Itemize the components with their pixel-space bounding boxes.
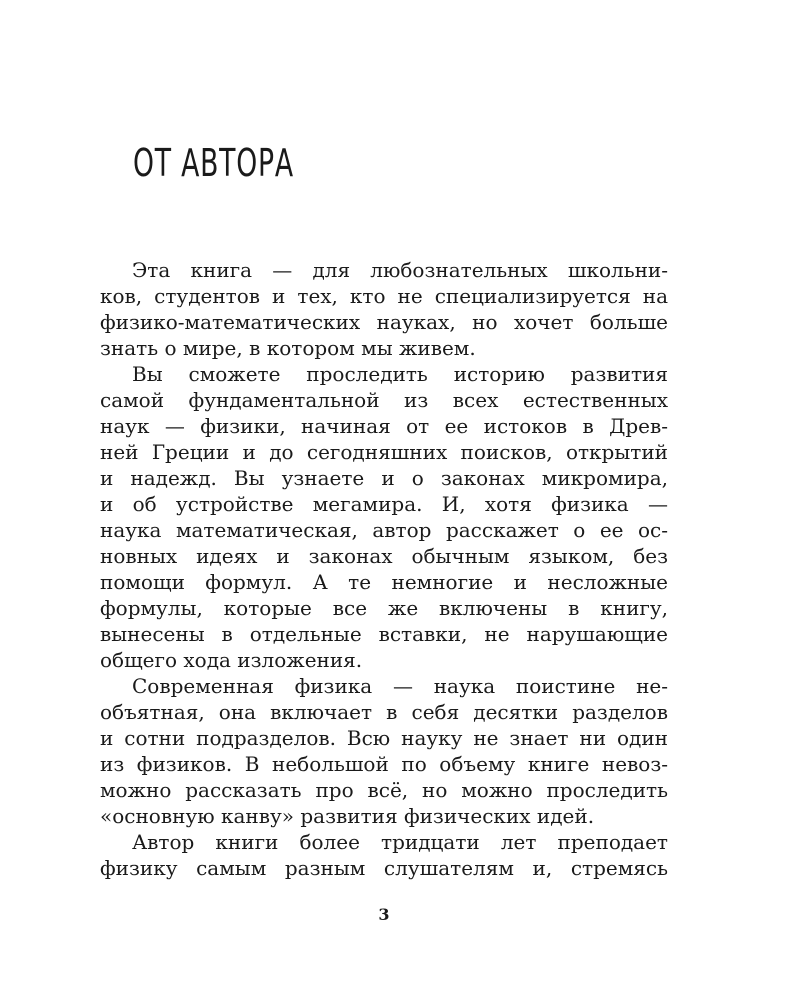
paragraph bbox=[100, 673, 668, 829]
text-line: Автор книги более тридцати лет преподает bbox=[132, 830, 668, 854]
text-line: наук — физики, начиная от ее истоков в Древ- bbox=[100, 414, 668, 438]
paragraph bbox=[100, 361, 668, 673]
text-line: из физиков. В небольшой по объему книге невоз- bbox=[100, 752, 668, 776]
text-line: новных идеях и законах обычным языком, без bbox=[100, 544, 668, 568]
text-line: знать о мире, в котором мы живем. bbox=[100, 336, 476, 360]
text-line: и об устройстве мегамира. И, хотя физика — bbox=[100, 492, 668, 516]
page-number: 3 bbox=[378, 905, 390, 924]
text-line: ней Греции и до сегодняшних поисков, открытий bbox=[100, 440, 668, 464]
text-line: самой фундаментальной из всех естественных bbox=[100, 388, 668, 412]
text-line: вынесены в отдельные вставки, не нарушающие bbox=[100, 622, 668, 646]
text-line: физико-математических науках, но хочет больше bbox=[100, 310, 668, 334]
text-line: объятная, она включает в себя десятки разделов bbox=[100, 700, 668, 724]
text-line: помощи формул. А те немногие и несложные bbox=[100, 570, 668, 594]
text-line: наука математическая, автор расскажет о ее ос- bbox=[100, 518, 668, 542]
text-line: ков, студентов и тех, кто не специализируется на bbox=[100, 284, 668, 308]
text-line: и сотни подразделов. Всю науку не знает ни один bbox=[100, 726, 668, 750]
text-line: можно рассказать про всё, но можно проследить bbox=[100, 778, 668, 802]
text-line: Вы сможете проследить историю развития bbox=[132, 362, 668, 386]
text-line: Эта книга — для любознательных школьни- bbox=[132, 258, 668, 282]
page-title: ОТ АВТОРА bbox=[133, 141, 294, 185]
body-text bbox=[100, 257, 668, 881]
text-line: физику самым разным слушателям и, стремясь bbox=[100, 856, 668, 880]
text-line: общего хода изложения. bbox=[100, 648, 363, 672]
paragraph bbox=[100, 829, 668, 881]
paragraph bbox=[100, 257, 668, 361]
text-line: и надежд. Вы узнаете и о законах микромира, bbox=[100, 466, 668, 490]
text-line: «основную канву» развития физических идей. bbox=[100, 804, 595, 828]
text-line: Современная физика — наука поистине не- bbox=[132, 674, 668, 698]
text-line: формулы, которые все же включены в книгу, bbox=[100, 596, 668, 620]
